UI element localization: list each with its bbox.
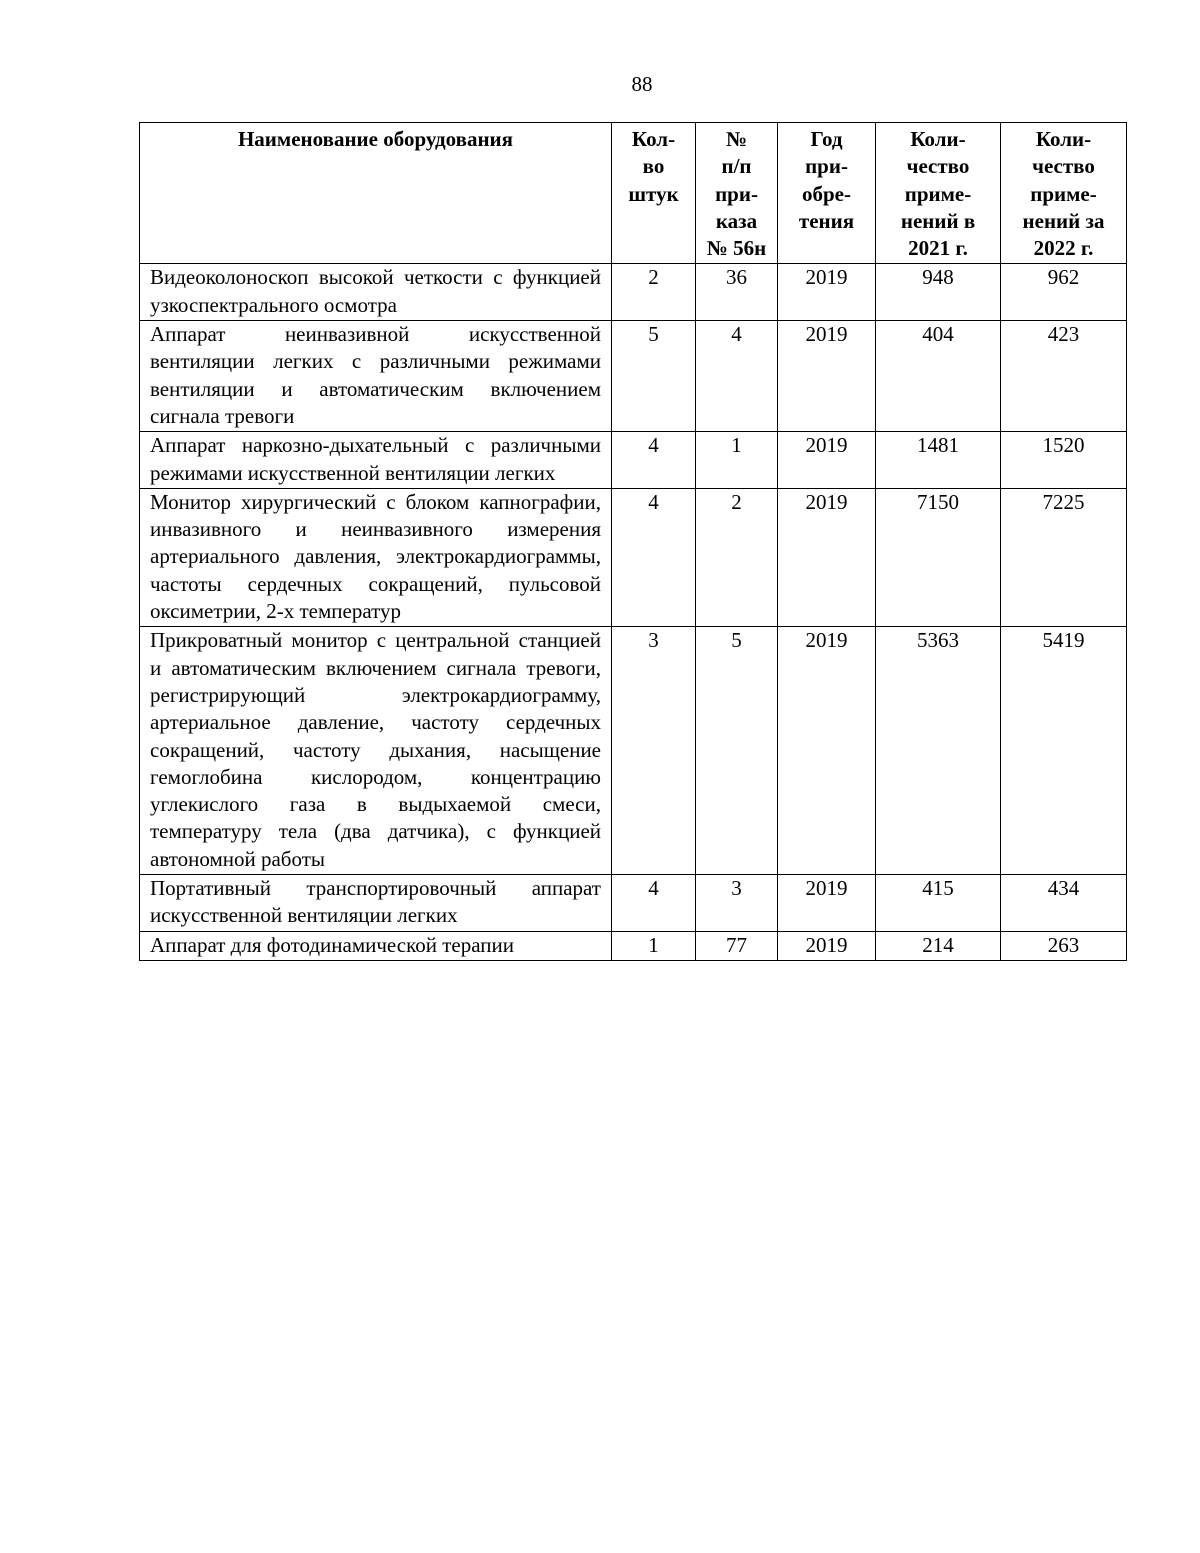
header-line: Наименование оборудования: [237, 127, 514, 151]
header-line: каза: [715, 208, 758, 233]
equipment-uses-2022: 1520: [1001, 432, 1127, 489]
equipment-qty: 4: [612, 432, 696, 489]
equipment-year: 2019: [778, 488, 876, 626]
equipment-name: Видеоколоноскоп высокой четкости с функцией узкоспектрального осмотра: [140, 264, 612, 321]
equipment-order-no: 36: [696, 264, 778, 321]
equipment-uses-2022: 962: [1001, 264, 1127, 321]
equipment-uses-2021: 214: [876, 931, 1001, 960]
equipment-order-no: 77: [696, 931, 778, 960]
equipment-qty: 5: [612, 321, 696, 432]
table-row: [140, 321, 1127, 432]
equipment-order-no: 3: [696, 875, 778, 932]
header-line: при-: [715, 181, 758, 206]
table-row: [140, 627, 1127, 875]
table-header-row: [140, 123, 1127, 264]
header-uses-2022: [1001, 123, 1127, 264]
header-line: 2022 г.: [1033, 236, 1094, 261]
equipment-name: Прикроватный монитор с центральной станцией и автоматическим включением сигнала тревоги, регистрирующий электрокардиограмму, артериальное давление, частоту сердечных сокращений, частоту дыхания, насыщение гемоглобина кислородом, концентрацию углекислого газа в выдыхаемой смеси, температуру тела (два датчика), с функцией автономной работы: [140, 627, 612, 875]
header-line: штук: [628, 181, 679, 206]
equipment-name: Монитор хирургический с блоком капнографии, инвазивного и неинвазивного измерения артериального давления, электрокардиограммы, частоты сердечных сокращений, пульсовой оксиметрии, 2-х температур: [140, 488, 612, 626]
table-row: [140, 931, 1127, 960]
equipment-uses-2022: 5419: [1001, 627, 1127, 875]
equipment-uses-2022: 434: [1001, 875, 1127, 932]
table-row: [140, 432, 1127, 489]
header-uses-2021: [876, 123, 1001, 264]
header-line: п/п: [721, 154, 752, 179]
table-row: [140, 488, 1127, 626]
table-row: [140, 264, 1127, 321]
equipment-order-no: 2: [696, 488, 778, 626]
header-line: Коли-: [1035, 127, 1092, 151]
header-line: 2021 г.: [908, 236, 968, 261]
equipment-uses-2021: 948: [876, 264, 1001, 321]
equipment-uses-2021: 5363: [876, 627, 1001, 875]
equipment-order-no: 4: [696, 321, 778, 432]
header-qty: [612, 123, 696, 264]
equipment-year: 2019: [778, 432, 876, 489]
header-name: [140, 123, 612, 264]
equipment-uses-2022: 263: [1001, 931, 1127, 960]
header-line: Кол-: [631, 127, 676, 151]
header-line: Коли-: [910, 127, 966, 151]
equipment-uses-2021: 7150: [876, 488, 1001, 626]
header-line: № 56н: [706, 236, 767, 261]
table-row: [140, 875, 1127, 932]
header-line: обре-: [802, 181, 851, 206]
header-line: №: [725, 127, 748, 151]
header-line: приме-: [1030, 181, 1097, 206]
equipment-order-no: 5: [696, 627, 778, 875]
equipment-qty: 4: [612, 875, 696, 932]
equipment-name: Аппарат для фотодинамической терапии: [140, 931, 612, 960]
header-line: чество: [1032, 154, 1095, 179]
equipment-uses-2022: 423: [1001, 321, 1127, 432]
header-line: Год: [810, 127, 843, 151]
header-order-no: [696, 123, 778, 264]
equipment-name: Аппарат наркозно-дыхательный с различными режимами искусственной вентиляции легких: [140, 432, 612, 489]
equipment-uses-2021: 404: [876, 321, 1001, 432]
equipment-name: Аппарат неинвазивной искусственной вентиляции легких с различными режимами вентиляции и автоматическим включением сигнала тревоги: [140, 321, 612, 432]
equipment-uses-2021: 415: [876, 875, 1001, 932]
header-line: нений в: [900, 208, 976, 233]
header-line: приме-: [904, 181, 972, 206]
header-line: во: [642, 154, 665, 179]
equipment-year: 2019: [778, 931, 876, 960]
header-line: чество: [906, 154, 970, 179]
header-line: при-: [805, 154, 848, 179]
equipment-name: Портативный транспортировочный аппарат искусственной вентиляции легких: [140, 875, 612, 932]
header-line: нений за: [1022, 208, 1105, 233]
page-number: 88: [631, 72, 653, 96]
equipment-table: [139, 122, 1127, 961]
header-line: тения: [798, 208, 855, 233]
equipment-qty: 4: [612, 488, 696, 626]
equipment-year: 2019: [778, 875, 876, 932]
equipment-year: 2019: [778, 264, 876, 321]
equipment-year: 2019: [778, 627, 876, 875]
equipment-year: 2019: [778, 321, 876, 432]
equipment-qty: 2: [612, 264, 696, 321]
equipment-order-no: 1: [696, 432, 778, 489]
equipment-qty: 3: [612, 627, 696, 875]
header-year: [778, 123, 876, 264]
equipment-uses-2021: 1481: [876, 432, 1001, 489]
equipment-uses-2022: 7225: [1001, 488, 1127, 626]
equipment-qty: 1: [612, 931, 696, 960]
